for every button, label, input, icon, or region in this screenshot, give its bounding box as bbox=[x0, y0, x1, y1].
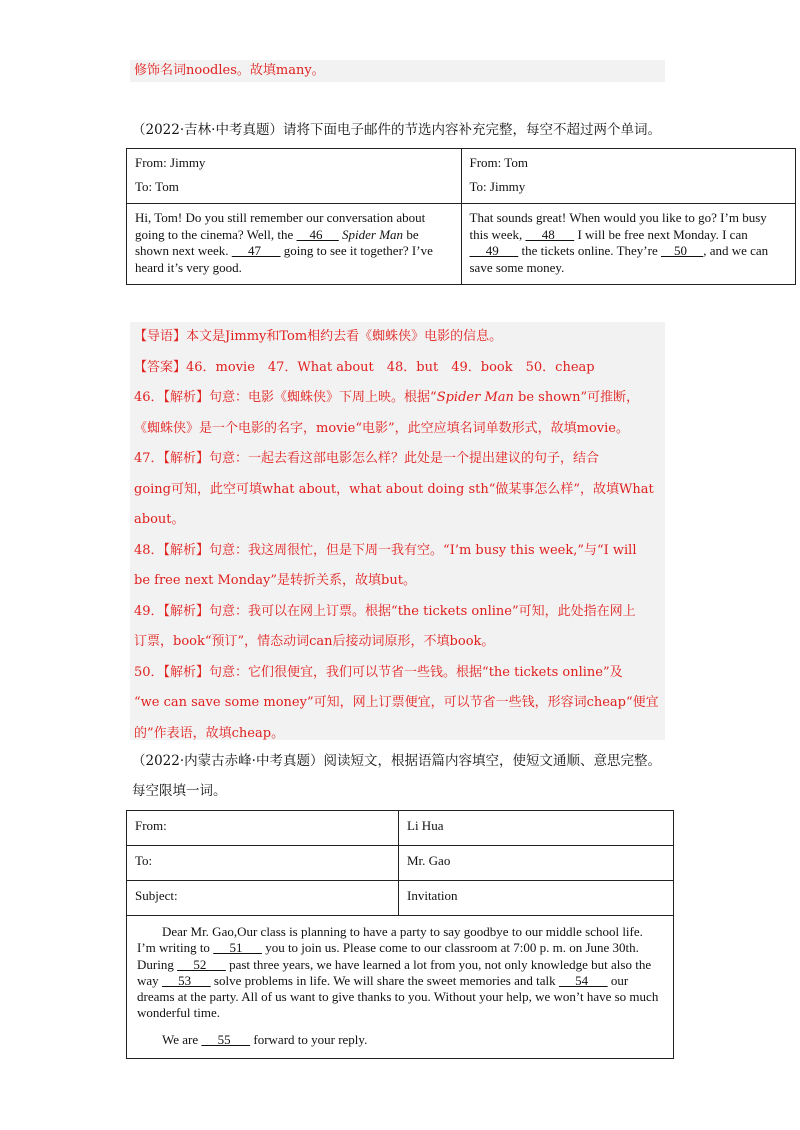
body-text: you to join us. Please come to our classroom at 7:00 p. m. on June 30th. During bbox=[137, 940, 639, 972]
blank-52: 52 bbox=[177, 956, 226, 972]
body-text: That sounds great! When would you like to go? I’m busy this week, bbox=[469, 210, 767, 242]
body-text: past three years, we have learned a lot from you, not only knowledge but also the way bbox=[137, 956, 652, 988]
answer-explanation-block bbox=[130, 322, 665, 740]
body-text: the tickets online. They’re bbox=[518, 243, 661, 258]
invitation-table bbox=[126, 810, 674, 1059]
body-text: Dear Mr. Gao,Our class is planning to have a party to say goodbye to our middle school life. I’m writing to bbox=[137, 924, 643, 956]
blank-46: 46 bbox=[296, 226, 339, 242]
previous-answer-note: 修饰名词noodles。故填many。 bbox=[130, 60, 665, 82]
body-text: solve problems in life. We will share the sweet memories and talk bbox=[210, 972, 559, 988]
blank-55: 55 bbox=[201, 1031, 251, 1047]
explanation-48: 48．【解析】句意：我这周很忙，但是下周一我有空。“I’m busy this week,”与“I will bbox=[134, 542, 637, 558]
to-jimmy: To: Jimmy bbox=[469, 179, 526, 194]
invitation-paragraph bbox=[137, 924, 663, 1022]
from-tom: From: Tom bbox=[469, 155, 528, 170]
explanation-46-cont: 《蜘蛛侠》是一个电影的名字，movie“电影”，此空应填名词单数形式，故填movie。 bbox=[134, 420, 629, 436]
question-heading-jilin: （2022·吉林·中考真题）请将下面电子邮件的节选内容补充完整，每空不超过两个单词。 bbox=[132, 122, 661, 138]
email-table bbox=[126, 148, 796, 285]
body-text: I will be free next Monday. I can bbox=[574, 226, 748, 242]
email-left-body bbox=[127, 204, 462, 285]
explanation-50-cont: “we can save some money”可知，网上订票便宜，可以节省一些钱，形容词cheap“便宜 bbox=[134, 695, 659, 710]
answer-key-line: 【答案】46．movie 47．What about 48．but 49．book 50．cheap bbox=[134, 359, 595, 375]
guide-line: 【导语】本文是Jimmy和Tom相约去看《蜘蛛侠》电影的信息。 bbox=[134, 329, 503, 344]
explanation-46 bbox=[130, 383, 665, 414]
blank-49: 49 bbox=[469, 243, 519, 258]
email-right-header bbox=[461, 149, 796, 204]
explanation-49: 49．【解析】句意：我可以在网上订票。根据“the tickets online”可知，此处指在网上 bbox=[134, 603, 636, 619]
explanation-47: 47．【解析】句意：一起去看这部电影怎么样？此处是一个提出建议的句子，结合 bbox=[134, 451, 600, 466]
explanation-text: be shown”可推断， bbox=[513, 390, 640, 405]
question-instruction: 每空限填一词。 bbox=[132, 783, 227, 799]
blank-47: 47 bbox=[231, 243, 281, 258]
body-text: our dreams at the party. All of us want to give thanks to you. Without your help, we won’t have so much wonderful time. bbox=[137, 972, 659, 1021]
explanation-text: 46．【解析】句意：电影《蜘蛛侠》下周上映。根据“ bbox=[134, 390, 437, 405]
to-label: To: bbox=[127, 846, 399, 881]
explanation-50: 50．【解析】句意：它们很便宜，我们可以节省一些钱。根据“the tickets online”及 bbox=[134, 664, 623, 680]
from-label: From: bbox=[127, 811, 399, 846]
to-value: Mr. Gao bbox=[399, 846, 674, 881]
blank-51: 51 bbox=[213, 940, 262, 956]
body-text: be shown next week. bbox=[135, 226, 419, 258]
subject-value: Invitation bbox=[399, 881, 674, 916]
email-right-body bbox=[461, 204, 796, 285]
body-text: Hi, Tom! Do you still remember our conversation about going to the cinema? Well, the bbox=[135, 210, 426, 242]
body-text: forward to your reply. bbox=[250, 1031, 368, 1047]
subject-label: Subject: bbox=[127, 881, 399, 916]
blank-50: 50 bbox=[660, 243, 704, 258]
explanation-47-cont2: about。 bbox=[134, 512, 185, 527]
movie-title: Spider Man bbox=[342, 226, 404, 242]
blank-53: 53 bbox=[161, 972, 211, 988]
body-text: We are bbox=[162, 1031, 202, 1047]
movie-title: Spider Man bbox=[436, 390, 514, 405]
explanation-48-cont: be free next Monday”是转折关系，故填but。 bbox=[134, 573, 416, 588]
email-left-header bbox=[127, 149, 462, 204]
to-tom: To: Tom bbox=[135, 179, 179, 194]
blank-54: 54 bbox=[558, 972, 608, 988]
invitation-closing bbox=[137, 1032, 663, 1048]
explanation-47-cont: going可知，此空可填what about，what about doing sth“做某事怎么样”，故填What bbox=[134, 481, 654, 497]
blank-48: 48 bbox=[525, 226, 575, 242]
body-text: going to see it together? I’ve heard it’s very good. bbox=[135, 243, 433, 275]
explanation-49-cont: 订票，book“预订”，情态动词can后接动词原形，不填book。 bbox=[134, 634, 495, 649]
invitation-body bbox=[127, 916, 674, 1059]
explanation-50-cont2: 的”作表语，故填cheap。 bbox=[134, 725, 285, 741]
from-value: Li Hua bbox=[399, 811, 674, 846]
body-text: , and we can save some money. bbox=[469, 243, 769, 275]
from-jimmy: From: Jimmy bbox=[135, 155, 206, 170]
question-heading-chifeng: （2022·内蒙古赤峰·中考真题）阅读短文，根据语篇内容填空，使短文通顺、意思完整。 bbox=[132, 753, 661, 769]
